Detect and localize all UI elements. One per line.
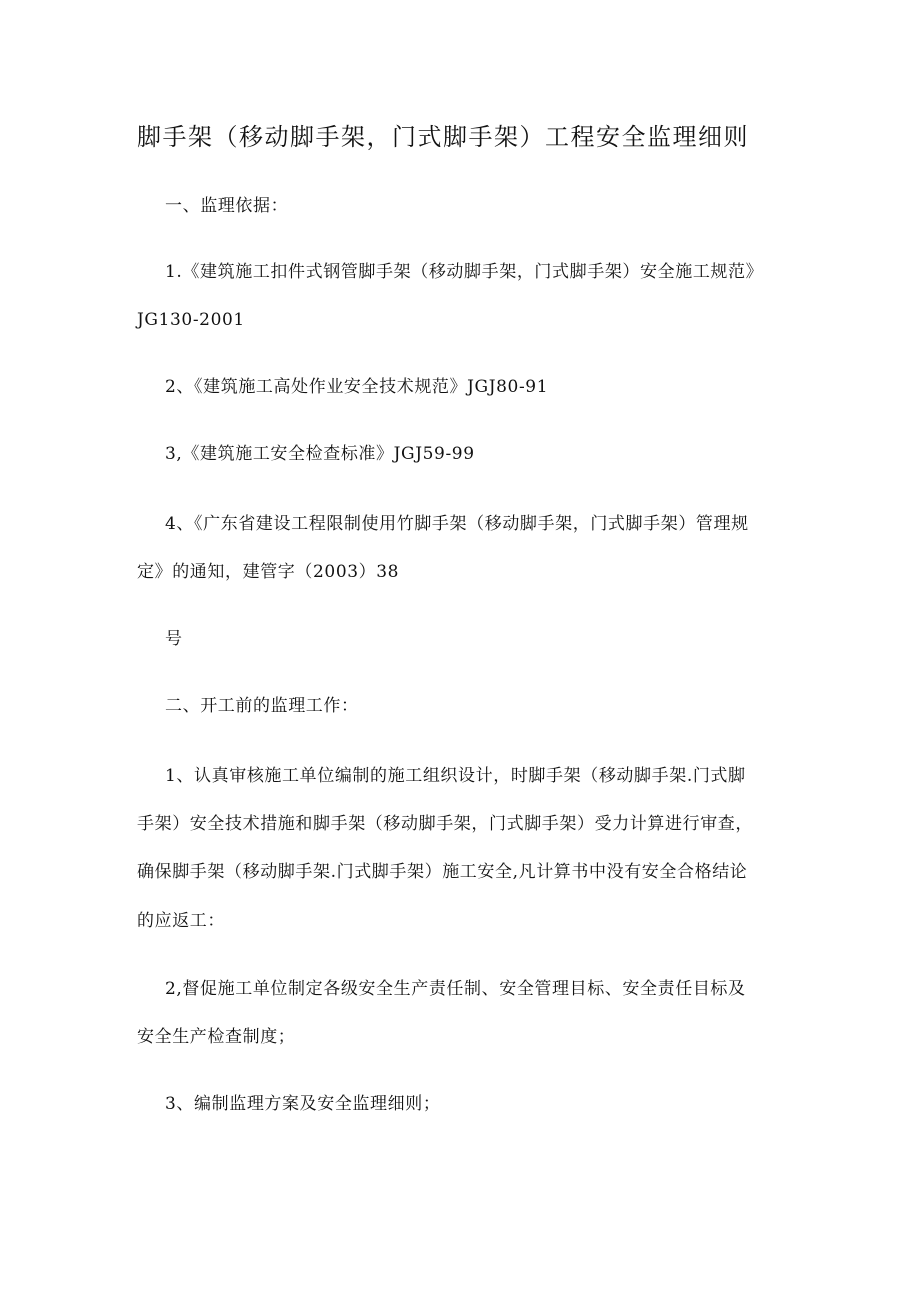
section1-item4-line3: 号 [165, 629, 183, 649]
section2-item2-line2: 安全生产检查制度； [137, 1027, 296, 1047]
section2-item1-line2: 手架）安全技术措施和脚手架（移动脚手架，门式脚手架）受力计算进行审查， [137, 814, 753, 834]
section2-heading: 二、开工前的监理工作： [165, 696, 359, 716]
section2-item2-line1: 2,督促施工单位制定各级安全生产责任制、安全管理目标、安全责任目标及 [165, 979, 746, 999]
document-title: 脚手架（移动脚手架，门式脚手架）工程安全监理细则 [137, 123, 749, 151]
section1-item4-line1: 4、《广东省建设工程限制使用竹脚手架（移动脚手架，门式脚手架）管理规 [165, 514, 749, 534]
section2-item1-line3: 确保脚手架（移动脚手架.门式脚手架）施工安全,凡计算书中没有安全合格结论 [137, 862, 748, 882]
section2-item1-line1: 1、认真审核施工单位编制的施工组织设计，时脚手架（移动脚手架.门式脚 [165, 766, 746, 786]
section1-heading: 一、监理依据： [165, 196, 289, 216]
section2-item1-line4: 的应返工： [137, 911, 225, 931]
section1-item2: 2、《建筑施工高处作业安全技术规范》JGJ80-91 [165, 377, 549, 397]
section1-item1-line2: JG130-2001 [137, 310, 245, 330]
section1-item1-line1: 1.《建筑施工扣件式钢管脚手架（移动脚手架，门式脚手架）安全施工规范》 [165, 262, 764, 282]
section2-item3: 3、编制监理方案及安全监理细则； [165, 1094, 441, 1114]
section1-item3: 3,《建筑施工安全检查标准》JGJ59-99 [165, 444, 475, 464]
section1-item4-line2: 定》的通知，建管字（2003）38 [137, 562, 400, 582]
